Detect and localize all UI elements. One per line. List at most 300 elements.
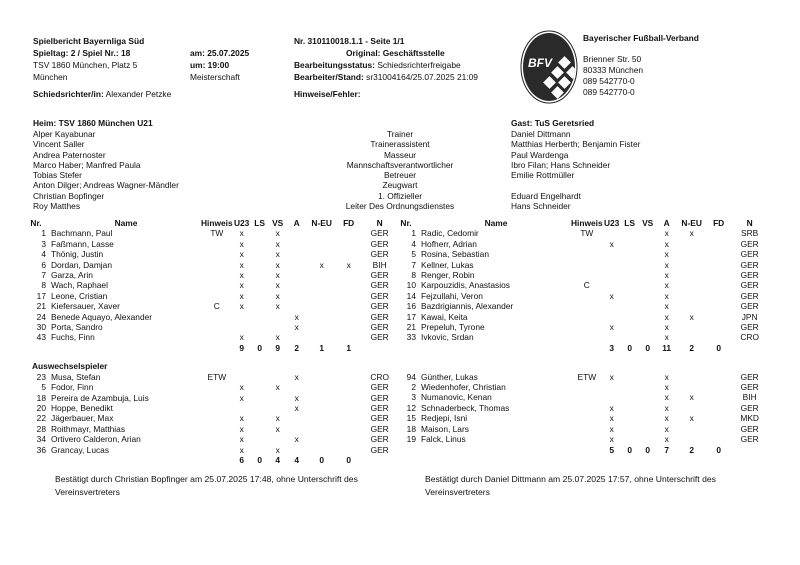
venue: TSV 1860 München, Platz 5: [33, 60, 138, 70]
away-sub-row: [396, 392, 769, 402]
cell-note: [571, 434, 603, 444]
subs-title-row: [26, 361, 399, 371]
cell-note: [571, 301, 603, 311]
cell-nation: GER: [370, 423, 389, 434]
cell-vs: [639, 392, 657, 402]
home-roster-table: [26, 218, 399, 465]
cell-note: [201, 249, 233, 259]
cell-number: 7: [411, 259, 416, 270]
cell-ls: [621, 332, 639, 342]
cell-name: Benede Aquayo, Alexander: [51, 311, 153, 322]
cell-fd: [707, 301, 731, 311]
cell-fd: [707, 228, 731, 238]
cell-fd: [337, 424, 361, 434]
cell-number: 4: [41, 249, 46, 260]
cell-note: ETW: [207, 371, 227, 382]
cell-n-eu: [307, 249, 337, 259]
cell-name: Hoppe, Benedikt: [51, 402, 113, 413]
cell-vs: [269, 312, 287, 322]
cell-ls: [251, 280, 269, 290]
cell-a: x: [664, 311, 669, 322]
away-team-title: Gast: TuS Geretsried: [511, 118, 595, 128]
role-label: Trainerassistent: [370, 139, 430, 150]
cell-nation: GER: [740, 290, 759, 301]
cell-n-eu: [307, 312, 337, 322]
cell-fd: [337, 382, 361, 392]
cell-note: [201, 445, 233, 455]
total-vs: 9: [275, 342, 280, 353]
away-sub-row: [396, 382, 769, 392]
cell-number: 7: [41, 270, 46, 281]
cell-fd: [707, 413, 731, 423]
cell-u23: x: [239, 228, 244, 239]
cell-number: 36: [36, 444, 46, 455]
home-starter-row: [26, 249, 399, 259]
cell-note: TW: [580, 228, 594, 239]
cell-number: 10: [406, 280, 416, 291]
cell-nation: BIH: [742, 392, 757, 403]
total-nation: [361, 343, 399, 353]
total-a: 11: [662, 342, 672, 353]
cell-nation: GER: [740, 434, 759, 445]
cell-name: Ortivero Calderon, Arian: [51, 434, 141, 445]
cell-note: [571, 239, 603, 249]
cell-a: [287, 239, 307, 249]
spacer: [396, 353, 769, 361]
cell-u23: x: [239, 301, 244, 312]
cell-ls: [251, 239, 269, 249]
cell-n-eu: [677, 270, 707, 280]
role-label: 1. Offizieller: [377, 190, 423, 201]
role-label: Trainer: [386, 129, 414, 139]
total-vs: 0: [645, 342, 650, 353]
home-sub-row: [26, 393, 399, 403]
cell-n-eu: [307, 301, 337, 311]
cell-note: [571, 249, 603, 259]
home-official: Anton Dilger; Andreas Wagner-Mändler: [33, 180, 179, 191]
cell-name: Rosina, Sebastian: [421, 249, 489, 260]
cell-fd: [707, 260, 731, 270]
subs-title: [396, 361, 769, 371]
cell-a: x: [664, 270, 669, 281]
cell-vs: x: [275, 228, 280, 239]
cell-note: [571, 312, 603, 322]
cell-name: Prepeluh, Tyrone: [421, 322, 485, 333]
col-header-nation: N: [746, 218, 753, 228]
cell-nation: GER: [740, 280, 759, 291]
cell-a: [287, 301, 307, 311]
cell-note: TW: [210, 228, 224, 239]
cell-u23: [603, 249, 621, 259]
cell-nation: GER: [370, 280, 389, 291]
cell-ls: [621, 424, 639, 434]
cell-u23: x: [239, 238, 244, 249]
away-official: Hans Schneider: [511, 201, 571, 212]
cell-u23: x: [239, 434, 244, 445]
cell-nation: GER: [370, 402, 389, 413]
cell-vs: x: [275, 301, 280, 312]
cell-fd: [337, 291, 361, 301]
cell-u23: [603, 382, 621, 392]
cell-name: Renger, Robin: [421, 270, 475, 281]
cell-nation: GER: [370, 238, 389, 249]
col-header-number: Nr.: [30, 218, 42, 228]
cell-fd: [337, 393, 361, 403]
total-ls: 0: [257, 454, 262, 465]
cell-a: [287, 228, 307, 238]
cell-name: Schnaderbeck, Thomas: [421, 402, 510, 413]
cell-nation: SRB: [741, 228, 759, 239]
total-name: [421, 343, 571, 353]
cell-note: [201, 291, 233, 301]
cell-n-eu: [307, 280, 337, 290]
total-n-eu: 2: [689, 342, 694, 353]
cell-u23: x: [239, 290, 244, 301]
cell-a: [287, 332, 307, 342]
cell-u23: x: [239, 332, 244, 343]
cell-name: Falck, Linus: [421, 434, 466, 445]
cell-note: [201, 434, 233, 444]
total-number: [26, 343, 51, 353]
cell-u23: [233, 312, 251, 322]
home-official: Christian Bopfinger: [33, 190, 105, 201]
cell-u23: x: [609, 402, 614, 413]
cell-n-eu: [677, 424, 707, 434]
cell-name: Kiefersauer, Xaver: [51, 301, 120, 312]
away-official: Emilie Rottmüller: [511, 170, 575, 181]
cell-ls: [251, 228, 269, 238]
cell-number: 4: [411, 238, 416, 249]
home-sub-row: [26, 413, 399, 423]
col-header-n-eu: N-EU: [681, 218, 702, 228]
cell-name: Wach, Raphael: [51, 280, 108, 291]
cell-note: [201, 413, 233, 423]
cell-nation: GER: [370, 392, 389, 403]
cell-nation: GER: [370, 290, 389, 301]
referee-name: Alexander Petzke: [105, 89, 172, 99]
cell-u23: [603, 332, 621, 342]
subs-title-row: [396, 361, 769, 371]
cell-fd: [337, 249, 361, 259]
cell-nation: CRO: [370, 371, 389, 382]
cell-u23: [233, 403, 251, 413]
cell-a: x: [664, 371, 669, 382]
away-starter-row: [396, 228, 769, 238]
total-vs: 4: [275, 454, 280, 465]
cell-ls: [621, 301, 639, 311]
edit-status-value: Schiedsrichterfreigabe: [377, 60, 461, 70]
cell-ls: [251, 322, 269, 332]
cell-name: Karpouzidis, Anastasios: [421, 280, 510, 291]
col-header-u23: U23: [603, 218, 620, 228]
cell-nation: GER: [370, 434, 389, 445]
cell-name: Numanovic, Kenan: [421, 392, 492, 403]
cell-n-eu: [307, 424, 337, 434]
cell-vs: [639, 382, 657, 392]
cell-vs: [639, 280, 657, 290]
away-official: Paul Wardenga: [511, 149, 569, 160]
cell-fd: [337, 270, 361, 280]
cell-note: [201, 270, 233, 280]
cell-fd: [707, 382, 731, 392]
cell-nation: GER: [370, 311, 389, 322]
total-n-eu: 1: [319, 342, 324, 353]
cell-fd: [707, 434, 731, 444]
cell-vs: x: [275, 423, 280, 434]
logo-text: BFV: [528, 56, 552, 70]
col-header-fd: FD: [713, 218, 725, 228]
cell-a: x: [664, 290, 669, 301]
away-starter-row: [396, 312, 769, 322]
cell-a: x: [664, 413, 669, 424]
cell-u23: x: [239, 280, 244, 291]
cell-u23: x: [239, 444, 244, 455]
cell-name: Roithmayr, Matthias: [51, 423, 126, 434]
cell-ls: [251, 382, 269, 392]
cell-number: 21: [406, 322, 416, 333]
role-label: Masseur: [383, 149, 417, 160]
col-header-n-eu: N-EU: [311, 218, 332, 228]
cell-vs: [639, 372, 657, 382]
cell-u23: [603, 280, 621, 290]
cell-note: [201, 312, 233, 322]
cell-n-eu: x: [689, 392, 694, 403]
cell-nation: GER: [740, 301, 759, 312]
cell-number: 12: [406, 402, 416, 413]
cell-name: Bazdrigiannis, Alexander: [421, 301, 514, 312]
role-label: Leiter Des Ordnungsdienstes: [345, 201, 455, 212]
cell-note: [571, 424, 603, 434]
cell-fd: [337, 301, 361, 311]
cell-note: C: [583, 280, 590, 291]
cell-vs: [269, 322, 287, 332]
cell-fd: [337, 413, 361, 423]
cell-vs: x: [275, 259, 280, 270]
away-sub-row: [396, 434, 769, 444]
cell-ls: [621, 382, 639, 392]
cell-vs: x: [275, 332, 280, 343]
cell-a: x: [294, 322, 299, 333]
away-official: Daniel Dittmann: [511, 129, 571, 139]
cell-n-eu: [677, 301, 707, 311]
total-u23: 5: [609, 444, 614, 455]
col-header-vs: VS: [272, 218, 284, 228]
cell-ls: [251, 301, 269, 311]
col-header-note: Hinweis: [571, 218, 603, 228]
cell-n-eu: [677, 332, 707, 342]
cell-ls: [251, 260, 269, 270]
cell-vs: [639, 301, 657, 311]
cell-a: x: [664, 332, 669, 343]
cell-number: 3: [41, 238, 46, 249]
cell-note: [571, 403, 603, 413]
cell-note: [571, 291, 603, 301]
cell-fd: [707, 249, 731, 259]
cell-ls: [251, 434, 269, 444]
cell-vs: x: [275, 238, 280, 249]
total-u23: 9: [239, 342, 244, 353]
cell-ls: [251, 445, 269, 455]
editor-label: Bearbeiter/Stand:: [294, 72, 364, 82]
away-roster-table: [396, 218, 769, 455]
cell-note: [571, 413, 603, 423]
home-official: Marco Haber; Manfred Paula: [33, 159, 141, 170]
competition: Meisterschaft: [190, 72, 240, 82]
cell-number: 30: [36, 322, 46, 333]
away-starter-row: [396, 249, 769, 259]
cell-a: x: [664, 249, 669, 260]
cell-note: [201, 332, 233, 342]
cell-n-eu: x: [689, 311, 694, 322]
cell-fd: [707, 291, 731, 301]
away-starter-row: [396, 270, 769, 280]
federation-city: 80333 München: [583, 65, 644, 75]
away-sub-row: [396, 403, 769, 413]
cell-name: Fejzullahi, Veron: [421, 290, 483, 301]
cell-u23: x: [239, 392, 244, 403]
cell-vs: [639, 413, 657, 423]
cell-a: [287, 270, 307, 280]
cell-name: Jägerbauer, Max: [51, 413, 114, 424]
cell-number: 8: [41, 280, 46, 291]
federation-name: Bayerischer Fußball-Verband: [583, 33, 699, 43]
away-starter-row: [396, 291, 769, 301]
total-n-eu: 0: [319, 454, 324, 465]
cell-number: 5: [411, 249, 416, 260]
cell-u23: x: [609, 423, 614, 434]
total-name: [51, 455, 201, 465]
cell-vs: x: [275, 270, 280, 281]
cell-number: 15: [406, 413, 416, 424]
home-starter-row: [26, 332, 399, 342]
cell-vs: [639, 424, 657, 434]
cell-nation: GER: [370, 270, 389, 281]
cell-fd: [337, 445, 361, 455]
cell-nation: GER: [740, 402, 759, 413]
spacer: [26, 353, 399, 361]
cell-fd: [337, 332, 361, 342]
cell-a: x: [664, 392, 669, 403]
cell-n-eu: [307, 413, 337, 423]
cell-fd: [707, 424, 731, 434]
cell-name: Maison, Lars: [421, 423, 469, 434]
cell-vs: [639, 332, 657, 342]
cell-fd: [337, 434, 361, 444]
editor: [294, 72, 478, 82]
cell-a: x: [664, 280, 669, 291]
official-roles: [300, 129, 500, 211]
cell-name: Musa, Stefan: [51, 371, 101, 382]
col-header-note: Hinweis: [201, 218, 233, 228]
cell-vs: [639, 270, 657, 280]
cell-number: 16: [406, 301, 416, 312]
cell-note: [201, 403, 233, 413]
cell-n-eu: [677, 280, 707, 290]
total-fd: 1: [346, 342, 351, 353]
cell-number: 18: [36, 392, 46, 403]
away-confirmation: Bestätigt durch Daniel Dittmann am 25.07.2025 17:57, ohne Unterschrift des Vereinsvertreters: [425, 474, 716, 497]
cell-n-eu: [677, 322, 707, 332]
cell-a: x: [294, 392, 299, 403]
table-header-row: [26, 218, 399, 228]
cell-u23: [603, 392, 621, 402]
cell-name: Faßmann, Lasse: [51, 238, 114, 249]
cell-note: [201, 260, 233, 270]
cell-number: 21: [36, 301, 46, 312]
cell-a: x: [294, 311, 299, 322]
home-sub-row: [26, 424, 399, 434]
cell-n-eu: [307, 382, 337, 392]
home-starter-row: [26, 239, 399, 249]
cell-a: x: [664, 423, 669, 434]
total-name: [51, 343, 201, 353]
col-header-fd: FD: [343, 218, 355, 228]
cell-number: 1: [41, 228, 46, 239]
cell-number: 22: [36, 413, 46, 424]
col-header-vs: VS: [642, 218, 654, 228]
cell-vs: x: [275, 382, 280, 393]
cell-nation: GER: [370, 413, 389, 424]
total-vs: 0: [645, 444, 650, 455]
cell-name: Leone, Cristian: [51, 290, 108, 301]
cell-n-eu: [677, 260, 707, 270]
spacer-row: [26, 353, 399, 361]
total-number: [396, 343, 421, 353]
cell-name: Ivkovic, Srdan: [421, 332, 474, 343]
editor-value: sr31004164/25.07.2025 21:09: [366, 72, 478, 82]
cell-nation: GER: [740, 238, 759, 249]
cell-n-eu: x: [319, 259, 324, 270]
away-official: Eduard Engelhardt: [511, 190, 581, 201]
cell-nation: GER: [370, 228, 389, 239]
home-official: Tobias Stefer: [33, 170, 82, 181]
total-a: 7: [664, 444, 669, 455]
cell-nation: GER: [740, 371, 759, 382]
cell-fd: [707, 372, 731, 382]
total-number: [26, 455, 51, 465]
cell-n-eu: [307, 403, 337, 413]
cell-name: Kawai, Keita: [421, 311, 468, 322]
cell-number: 23: [36, 371, 46, 382]
cell-fd: [337, 239, 361, 249]
cell-vs: [639, 434, 657, 444]
report-number: Nr. 310110018.1.1 - Seite 1/1: [294, 36, 405, 46]
cell-nation: GER: [740, 322, 759, 333]
cell-fd: [707, 239, 731, 249]
col-header-a: A: [663, 218, 670, 228]
cell-nation: CRO: [740, 332, 759, 343]
cell-n-eu: x: [689, 228, 694, 239]
cell-u23: x: [239, 382, 244, 393]
cell-u23: [603, 312, 621, 322]
cell-name: Kellner, Lukas: [421, 259, 474, 270]
home-officials: [33, 129, 179, 211]
cell-a: [287, 249, 307, 259]
report-title: Spielbericht Bayernliga Süd: [33, 36, 145, 46]
cell-n-eu: [307, 270, 337, 280]
cell-note: ETW: [577, 371, 597, 382]
total-nation: [731, 445, 769, 455]
role-label: Mannschaftsverantwortlicher: [346, 159, 454, 170]
cell-number: 8: [411, 270, 416, 281]
totals-row: [26, 455, 399, 465]
away-starter-row: [396, 301, 769, 311]
cell-nation: GER: [740, 249, 759, 260]
cell-fd: [707, 322, 731, 332]
cell-u23: [603, 270, 621, 280]
cell-name: Pereira de Azambuja, Luis: [51, 392, 149, 403]
col-header-a: A: [293, 218, 300, 228]
